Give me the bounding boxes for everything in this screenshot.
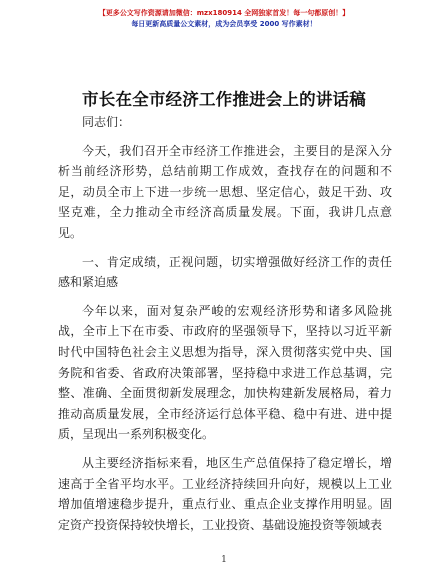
- document-body: [58, 112, 392, 535]
- promo-banner: [0, 8, 448, 30]
- promo-banner-line-2: 每日更新高质量公文素材，成为会员享受 2000 写作素材！: [131, 20, 317, 28]
- paragraph-indicators: 从主要经济指标来看，地区生产总值保持了稳定增长，增速高于全省平均水平。工业经济持续回升向好，规模以上工业增加值增速稳步提升，重点行业、重点企业支撑作用明显。固定资产投资保持较快增长，工业投资、基础设施投资等领域表: [58, 455, 392, 532]
- document-title: 市长在全市经济工作推进会上的讲话稿: [82, 90, 366, 109]
- promo-banner-line-1: 【更多公文写作资源请加微信：mzx180914 全网独家首发！每一句都原创！】: [98, 9, 350, 17]
- paragraph-achievements: 今年以来，面对复杂严峻的宏观经济形势和诸多风险挑战，全市上下在市委、市政府的坚强领导下，坚持以习近平新时代中国特色社会主义思想为指导，深入贯彻落实党中央、国务院和省委、省政府决策部署，坚持稳中求进工作总基调，完整、准确、全面贯彻新发展理念，加快构建新发展格局，着力推动高质量发展，全市经济运行总体平稳、稳中有进、进中提质，呈现出一系列积极变化。: [58, 303, 392, 442]
- section-heading-1: 一、肯定成绩，正视问题，切实增强做好经济工作的责任感和紧迫感: [58, 254, 392, 290]
- salutation: 同志们：: [82, 115, 131, 129]
- paragraph-intro: 今天，我们召开全市经济工作推进会，主要目的是深入分析当前经济形势，总结前期工作成效，查找存在的问题和不足，动员全市上下进一步统一思想、坚定信心，鼓足干劲、攻坚克难，全力推动全市经济高质量发展。下面，我讲几点意见。: [58, 143, 392, 240]
- page-number: 1: [221, 555, 227, 565]
